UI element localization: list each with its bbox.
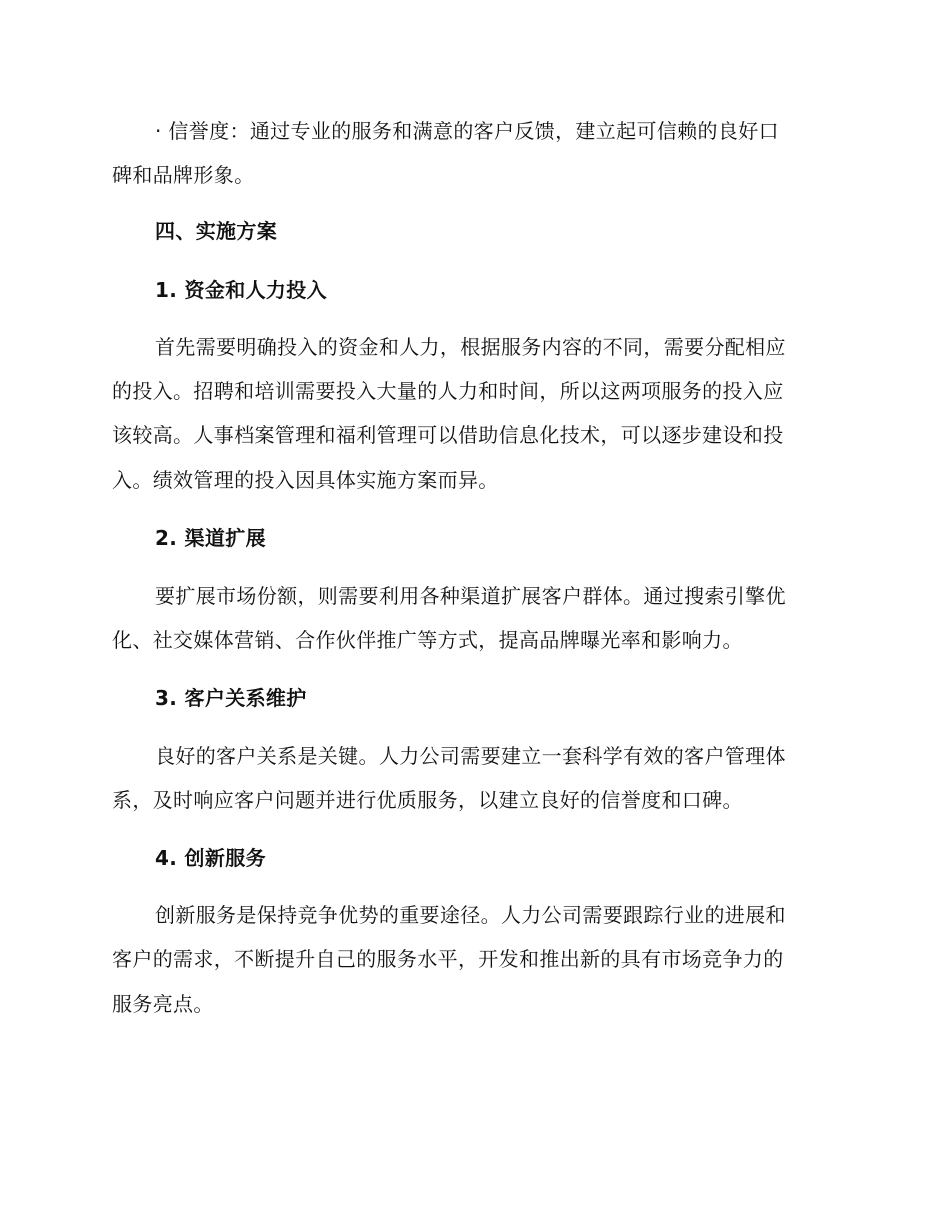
paragraph-line: 入。绩效管理的投入因具体实施方案而异。 bbox=[112, 468, 499, 492]
paragraph-line: 化、社交媒体营销、合作伙伴推广等方式，提高品牌曝光率和影响力。 bbox=[112, 628, 743, 652]
paragraph-line: 的投入。招聘和培训需要投入大量的人力和时间，所以这两项服务的投入应 bbox=[112, 379, 784, 403]
subsection-heading: 4. 创新服务 bbox=[155, 846, 266, 870]
paragraph-line: 客户的需求，不断提升自己的服务水平，开发和推出新的具有市场竞争力的 bbox=[112, 947, 784, 971]
paragraph-line: 创新服务是保持竞争优势的重要途径。人力公司需要跟踪行业的进展和 bbox=[155, 903, 786, 927]
paragraph-line: 要扩展市场份额，则需要利用各种渠道扩展客户群体。通过搜索引擎优 bbox=[155, 584, 786, 608]
bullet-line: 碑和品牌形象。 bbox=[112, 163, 255, 187]
section-heading: 四、实施方案 bbox=[155, 219, 278, 243]
subsection-heading: 2. 渠道扩展 bbox=[155, 526, 266, 550]
subsection-heading: 3. 客户关系维护 bbox=[155, 686, 307, 710]
bullet-line: · 信誉度：通过专业的服务和满意的客户反馈，建立起可信赖的良好口 bbox=[155, 119, 779, 143]
paragraph-line: 服务亮点。 bbox=[112, 992, 214, 1016]
paragraph-line: 首先需要明确投入的资金和人力，根据服务内容的不同，需要分配相应 bbox=[155, 335, 786, 359]
paragraph-line: 系，及时响应客户问题并进行优质服务，以建立良好的信誉度和口碑。 bbox=[112, 788, 743, 812]
paragraph-line: 该较高。人事档案管理和福利管理可以借助信息化技术，可以逐步建设和投 bbox=[112, 423, 784, 447]
subsection-heading: 1. 资金和人力投入 bbox=[155, 278, 327, 302]
paragraph-line: 良好的客户关系是关键。人力公司需要建立一套科学有效的客户管理体 bbox=[155, 744, 786, 768]
